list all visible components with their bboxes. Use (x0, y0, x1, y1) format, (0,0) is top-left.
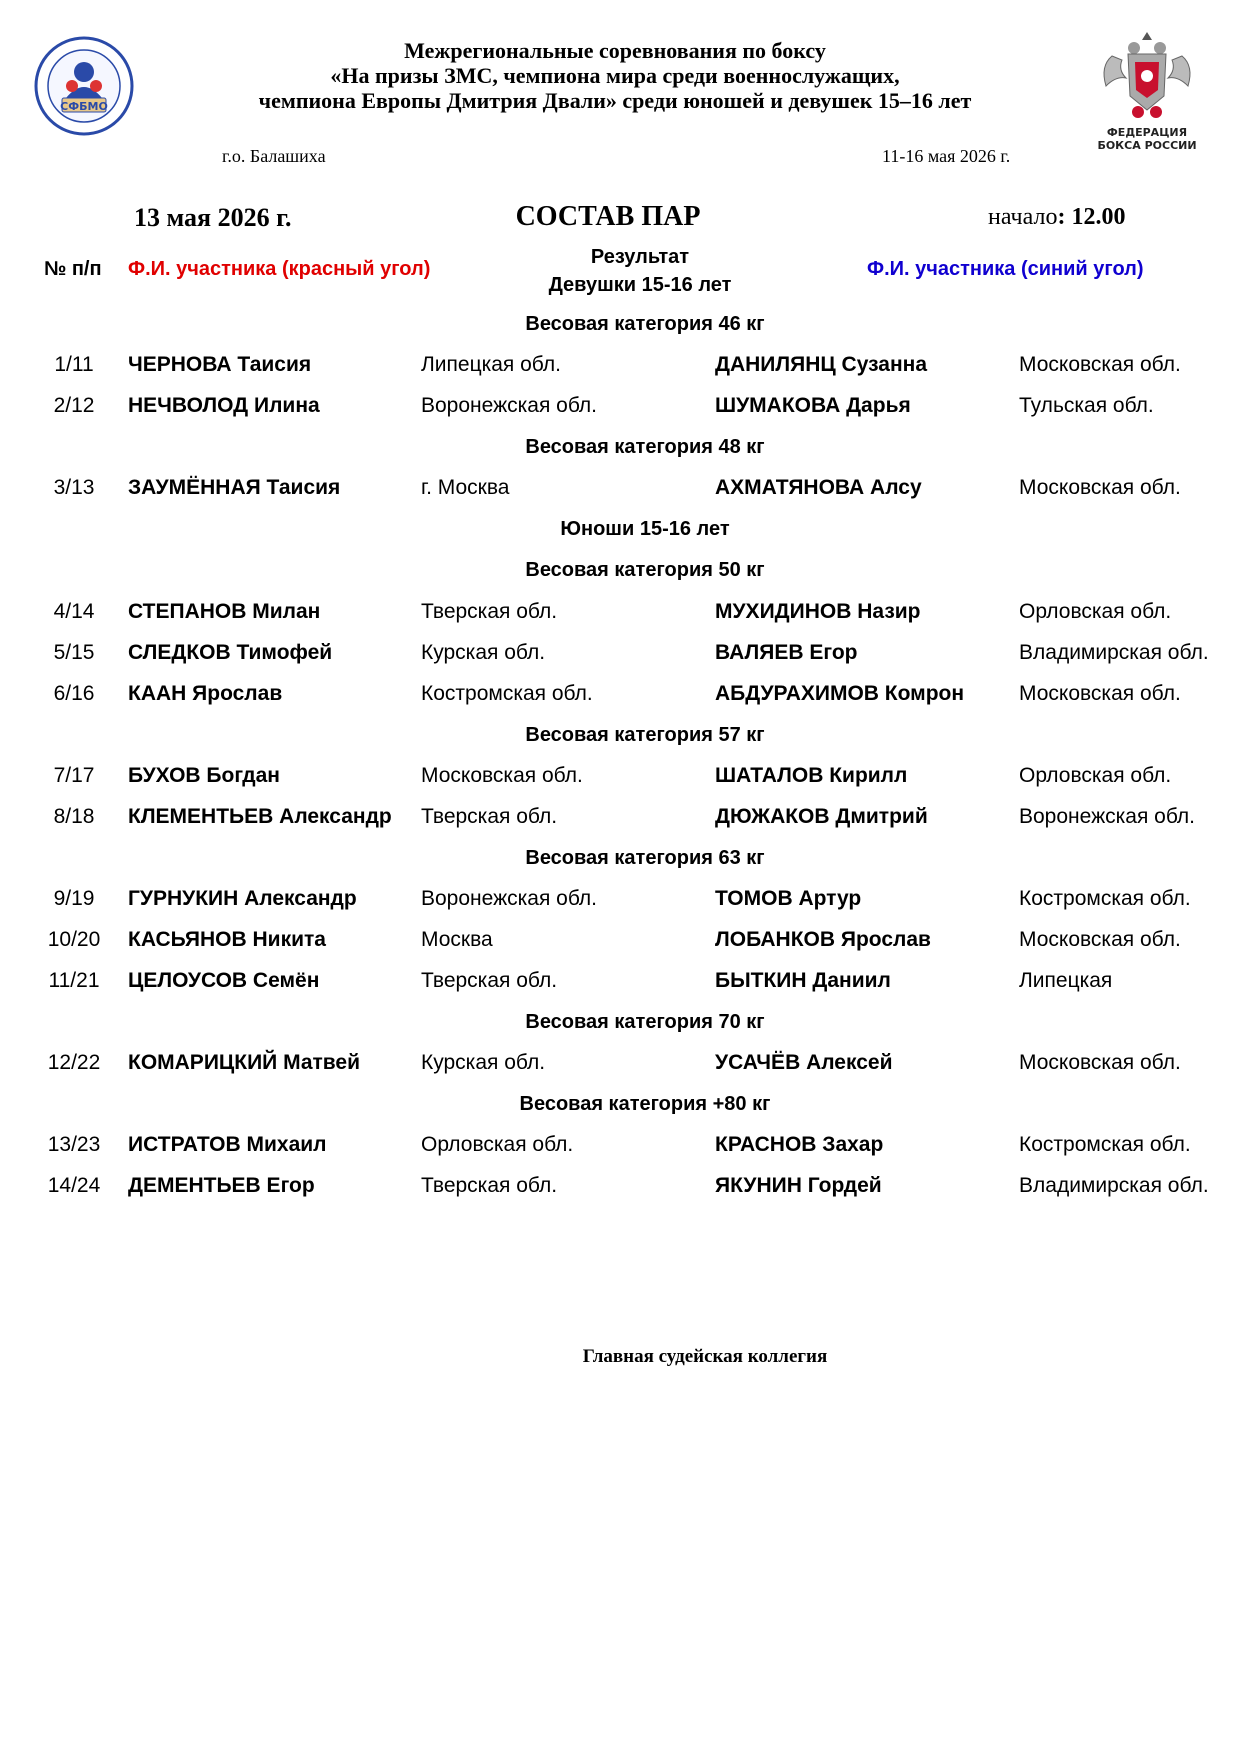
bout-row (0, 1133, 1240, 1163)
bout-date: 13 мая 2026 г. (134, 203, 292, 232)
bout-number: 6/16 (53, 682, 95, 705)
event-dates: 11-16 мая 2026 г. (882, 146, 1011, 166)
column-header-red-corner: Ф.И. участника (красный угол) (128, 258, 431, 280)
federation-caption-line1: ФЕДЕРАЦИЯ (1106, 126, 1188, 139)
blue-region: Московская обл. (1019, 476, 1181, 499)
bout-row (0, 969, 1240, 999)
chief-judges-panel: Главная судейская коллегия (582, 1346, 828, 1367)
sfbmo-logo-icon (34, 36, 134, 136)
red-athlete: ЗАУМЁННАЯ Таисия (128, 476, 341, 499)
red-region: Тверская обл. (421, 600, 558, 623)
weight-category-48: Весовая категория 48 кг (525, 436, 765, 458)
red-region: Липецкая обл. (421, 353, 561, 376)
red-region: Московская обл. (421, 764, 583, 787)
blue-region: Московская обл. (1019, 928, 1181, 951)
blue-region: Липецкая (1019, 969, 1113, 992)
blue-region: Орловская обл. (1019, 764, 1172, 787)
weight-category-63: Весовая категория 63 кг (525, 847, 765, 869)
column-header-blue-corner: Ф.И. участника (синий угол) (867, 258, 1144, 280)
page-heading: СОСТАВ ПАР (515, 201, 701, 232)
red-athlete: ДЕМЕНТЬЕВ Егор (128, 1174, 315, 1197)
bout-row (0, 928, 1240, 958)
title-line-1: Межрегиональные соревнования по боксу (404, 38, 826, 63)
bout-row (0, 682, 1240, 712)
weight-category-50: Весовая категория 50 кг (525, 559, 765, 581)
bout-number: 2/12 (53, 394, 95, 417)
red-athlete: КЛЕМЕНТЬЕВ Александр (128, 805, 392, 828)
blue-athlete: ДАНИЛЯНЦ Сузанна (715, 353, 928, 376)
red-region: Воронежская обл. (421, 394, 598, 417)
weight-category-57: Весовая категория 57 кг (525, 724, 765, 746)
blue-region: Московская обл. (1019, 1051, 1181, 1074)
blue-athlete: ДЮЖАКОВ Дмитрий (715, 805, 928, 828)
blue-athlete: АБДУРАХИМОВ Комрон (715, 682, 965, 705)
bout-number: 3/13 (53, 476, 95, 499)
bout-row (0, 1051, 1240, 1081)
bout-number: 13/23 (47, 1133, 101, 1156)
red-athlete: ЧЕРНОВА Таисия (128, 353, 312, 376)
start-time-value: : 12.00 (1057, 204, 1126, 230)
red-athlete: ИСТРАТОВ Михаил (128, 1133, 327, 1156)
column-header-result (530, 243, 750, 299)
result-label: Результат (590, 246, 690, 268)
start-time (988, 204, 1125, 231)
start-label: начало (988, 204, 1058, 230)
blue-athlete: МУХИДИНОВ Назир (715, 600, 921, 623)
sfbmo-logo-text: СФБМО (60, 100, 108, 113)
bout-row (0, 887, 1240, 917)
boxing-federation-russia-emblem-icon (1092, 26, 1202, 154)
blue-athlete: БЫТКИН Даниил (715, 969, 891, 992)
blue-region: Владимирская обл. (1019, 641, 1209, 664)
venue-city: г.о. Балашиха (222, 146, 326, 166)
title-line-2: «На призы ЗМС, чемпиона мира среди военнослужащих, (330, 63, 900, 88)
bout-number: 14/24 (47, 1174, 101, 1197)
red-region: Тверская обл. (421, 969, 558, 992)
red-region: Москва (421, 928, 493, 951)
bout-row (0, 805, 1240, 835)
bout-number: 10/20 (47, 928, 101, 951)
blue-athlete: ВАЛЯЕВ Егор (715, 641, 858, 664)
column-header-number: № п/п (44, 258, 102, 280)
red-region: Костромская обл. (421, 682, 593, 705)
blue-athlete: ШАТАЛОВ Кирилл (715, 764, 908, 787)
bout-row (0, 476, 1240, 506)
bout-number: 4/14 (53, 600, 95, 623)
title-line-3: чемпиона Европы Дмитрия Двали» среди юношей и девушек 15–16 лет (258, 88, 972, 113)
bout-row (0, 353, 1240, 383)
red-athlete: КАСЬЯНОВ Никита (128, 928, 326, 951)
blue-region: Костромская обл. (1019, 887, 1191, 910)
document-title (200, 38, 1030, 113)
bout-number: 5/15 (53, 641, 95, 664)
red-region: Орловская обл. (421, 1133, 574, 1156)
blue-region: Воронежская обл. (1019, 805, 1196, 828)
bout-row (0, 600, 1240, 630)
red-region: Курская обл. (421, 641, 546, 664)
red-athlete: КОМАРИЦКИЙ Матвей (128, 1051, 361, 1074)
red-athlete: ЦЕЛОУСОВ Семён (128, 969, 320, 992)
group-boys: Юноши 15-16 лет (560, 518, 730, 540)
blue-athlete: УСАЧЁВ Алексей (715, 1051, 893, 1074)
bout-number: 11/21 (48, 969, 100, 992)
bout-number: 7/17 (53, 764, 95, 787)
red-athlete: БУХОВ Богдан (128, 764, 280, 787)
blue-region: Костромская обл. (1019, 1133, 1191, 1156)
red-athlete: СЛЕДКОВ Тимофей (128, 641, 333, 664)
blue-region: Московская обл. (1019, 682, 1181, 705)
blue-region: Московская обл. (1019, 353, 1181, 376)
weight-category-70: Весовая категория 70 кг (525, 1011, 765, 1033)
red-athlete: СТЕПАНОВ Милан (128, 600, 321, 623)
blue-region: Орловская обл. (1019, 600, 1172, 623)
bout-number: 12/22 (47, 1051, 101, 1074)
weight-category-46: Весовая категория 46 кг (525, 313, 765, 335)
red-region: Воронежская обл. (421, 887, 598, 910)
red-region: Тверская обл. (421, 1174, 558, 1197)
blue-region: Владимирская обл. (1019, 1174, 1209, 1197)
blue-athlete: ЯКУНИН Гордей (715, 1174, 882, 1197)
blue-region: Тульская обл. (1019, 394, 1154, 417)
bout-row (0, 1174, 1240, 1204)
bout-number: 1/11 (54, 353, 94, 376)
red-athlete: ГУРНУКИН Александр (128, 887, 357, 910)
bout-row (0, 641, 1240, 671)
red-athlete: КААН Ярослав (128, 682, 283, 705)
federation-caption-line2: БОКСА РОССИИ (1097, 139, 1197, 152)
group-girls: Девушки 15-16 лет (548, 274, 732, 296)
blue-athlete: КРАСНОВ Захар (715, 1133, 884, 1156)
weight-category-80-plus: Весовая категория +80 кг (519, 1093, 771, 1115)
bout-number: 8/18 (53, 805, 95, 828)
blue-athlete: АХМАТЯНОВА Алсу (715, 476, 922, 499)
bout-number: 9/19 (53, 887, 95, 910)
bout-row (0, 394, 1240, 424)
red-region: г. Москва (421, 476, 510, 499)
blue-athlete: ТОМОВ Артур (715, 887, 862, 910)
red-athlete: НЕЧВОЛОД Илина (128, 394, 320, 417)
red-region: Тверская обл. (421, 805, 558, 828)
bout-row (0, 764, 1240, 794)
blue-athlete: ЛОБАНКОВ Ярослав (715, 928, 931, 951)
blue-athlete: ШУМАКОВА Дарья (715, 394, 911, 417)
red-region: Курская обл. (421, 1051, 546, 1074)
